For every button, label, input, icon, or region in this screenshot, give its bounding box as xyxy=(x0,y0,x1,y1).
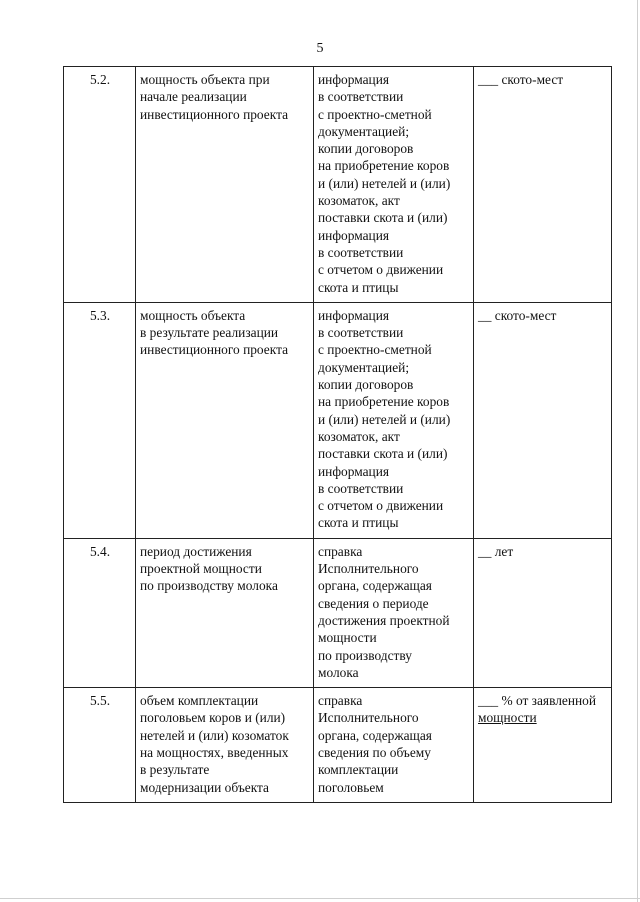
fill-in-blank[interactable]: ___ xyxy=(478,693,499,709)
indicator-name: мощность объекта при начале реализации инвестиционного проекта xyxy=(136,67,314,303)
row-number: 5.3. xyxy=(64,302,136,538)
table-row xyxy=(64,302,612,538)
indicator-name: мощность объекта в результате реализации инвестиционного проекта xyxy=(136,302,314,538)
confirming-document: справка Исполнительного органа, содержащая сведения о периоде достижения проектной мощности по производству молока xyxy=(314,538,474,687)
row-number: 5.2. xyxy=(64,67,136,303)
table-row xyxy=(64,67,612,303)
row-number: 5.4. xyxy=(64,538,136,687)
scan-edge-right xyxy=(637,0,638,902)
indicator-name: объем комплектации поголовьем коров и (или) нетелей и (или) козоматок на мощностях, введенных в результате модернизации объекта xyxy=(136,688,314,803)
confirming-document: информация в соответствии с проектно-сметной документацией; копии договоров на приобретение коров и (или) нетелей и (или) козоматок, акт поставки скота и (или) информация в соответствии с отчетом о движении скота и птицы xyxy=(314,302,474,538)
table-row xyxy=(64,688,612,803)
fill-in-blank[interactable]: __ xyxy=(478,543,492,559)
indicator-value xyxy=(474,538,612,687)
unit-label: ското-мест xyxy=(494,307,557,323)
confirming-document: справка Исполнительного органа, содержащая сведения по объему комплектации поголовьем xyxy=(314,688,474,803)
fill-in-blank[interactable]: ___ xyxy=(478,72,499,87)
page-number: 5 xyxy=(316,41,324,56)
indicator-value xyxy=(474,67,612,303)
unit-label-continued: мощности xyxy=(478,710,537,726)
fill-in-blank[interactable]: __ xyxy=(478,307,492,323)
confirming-document: информация в соответствии с проектно-сметной документацией; копии договоров на приобретение коров и (или) нетелей и (или) козоматок, акт поставки скота и (или) информация в соответствии с отчетом о движении скота и птицы xyxy=(314,67,474,303)
indicator-value xyxy=(474,688,612,803)
unit-label: ското-мест xyxy=(501,72,564,87)
unit-label: % от заявленной xyxy=(501,693,597,709)
indicators-table xyxy=(63,66,612,803)
indicator-name: период достижения проектной мощности по производству молока xyxy=(136,538,314,687)
scan-edge-bottom xyxy=(0,898,640,899)
indicator-value xyxy=(474,302,612,538)
unit-label: лет xyxy=(494,543,514,559)
table-row xyxy=(64,538,612,687)
row-number: 5.5. xyxy=(64,688,136,803)
